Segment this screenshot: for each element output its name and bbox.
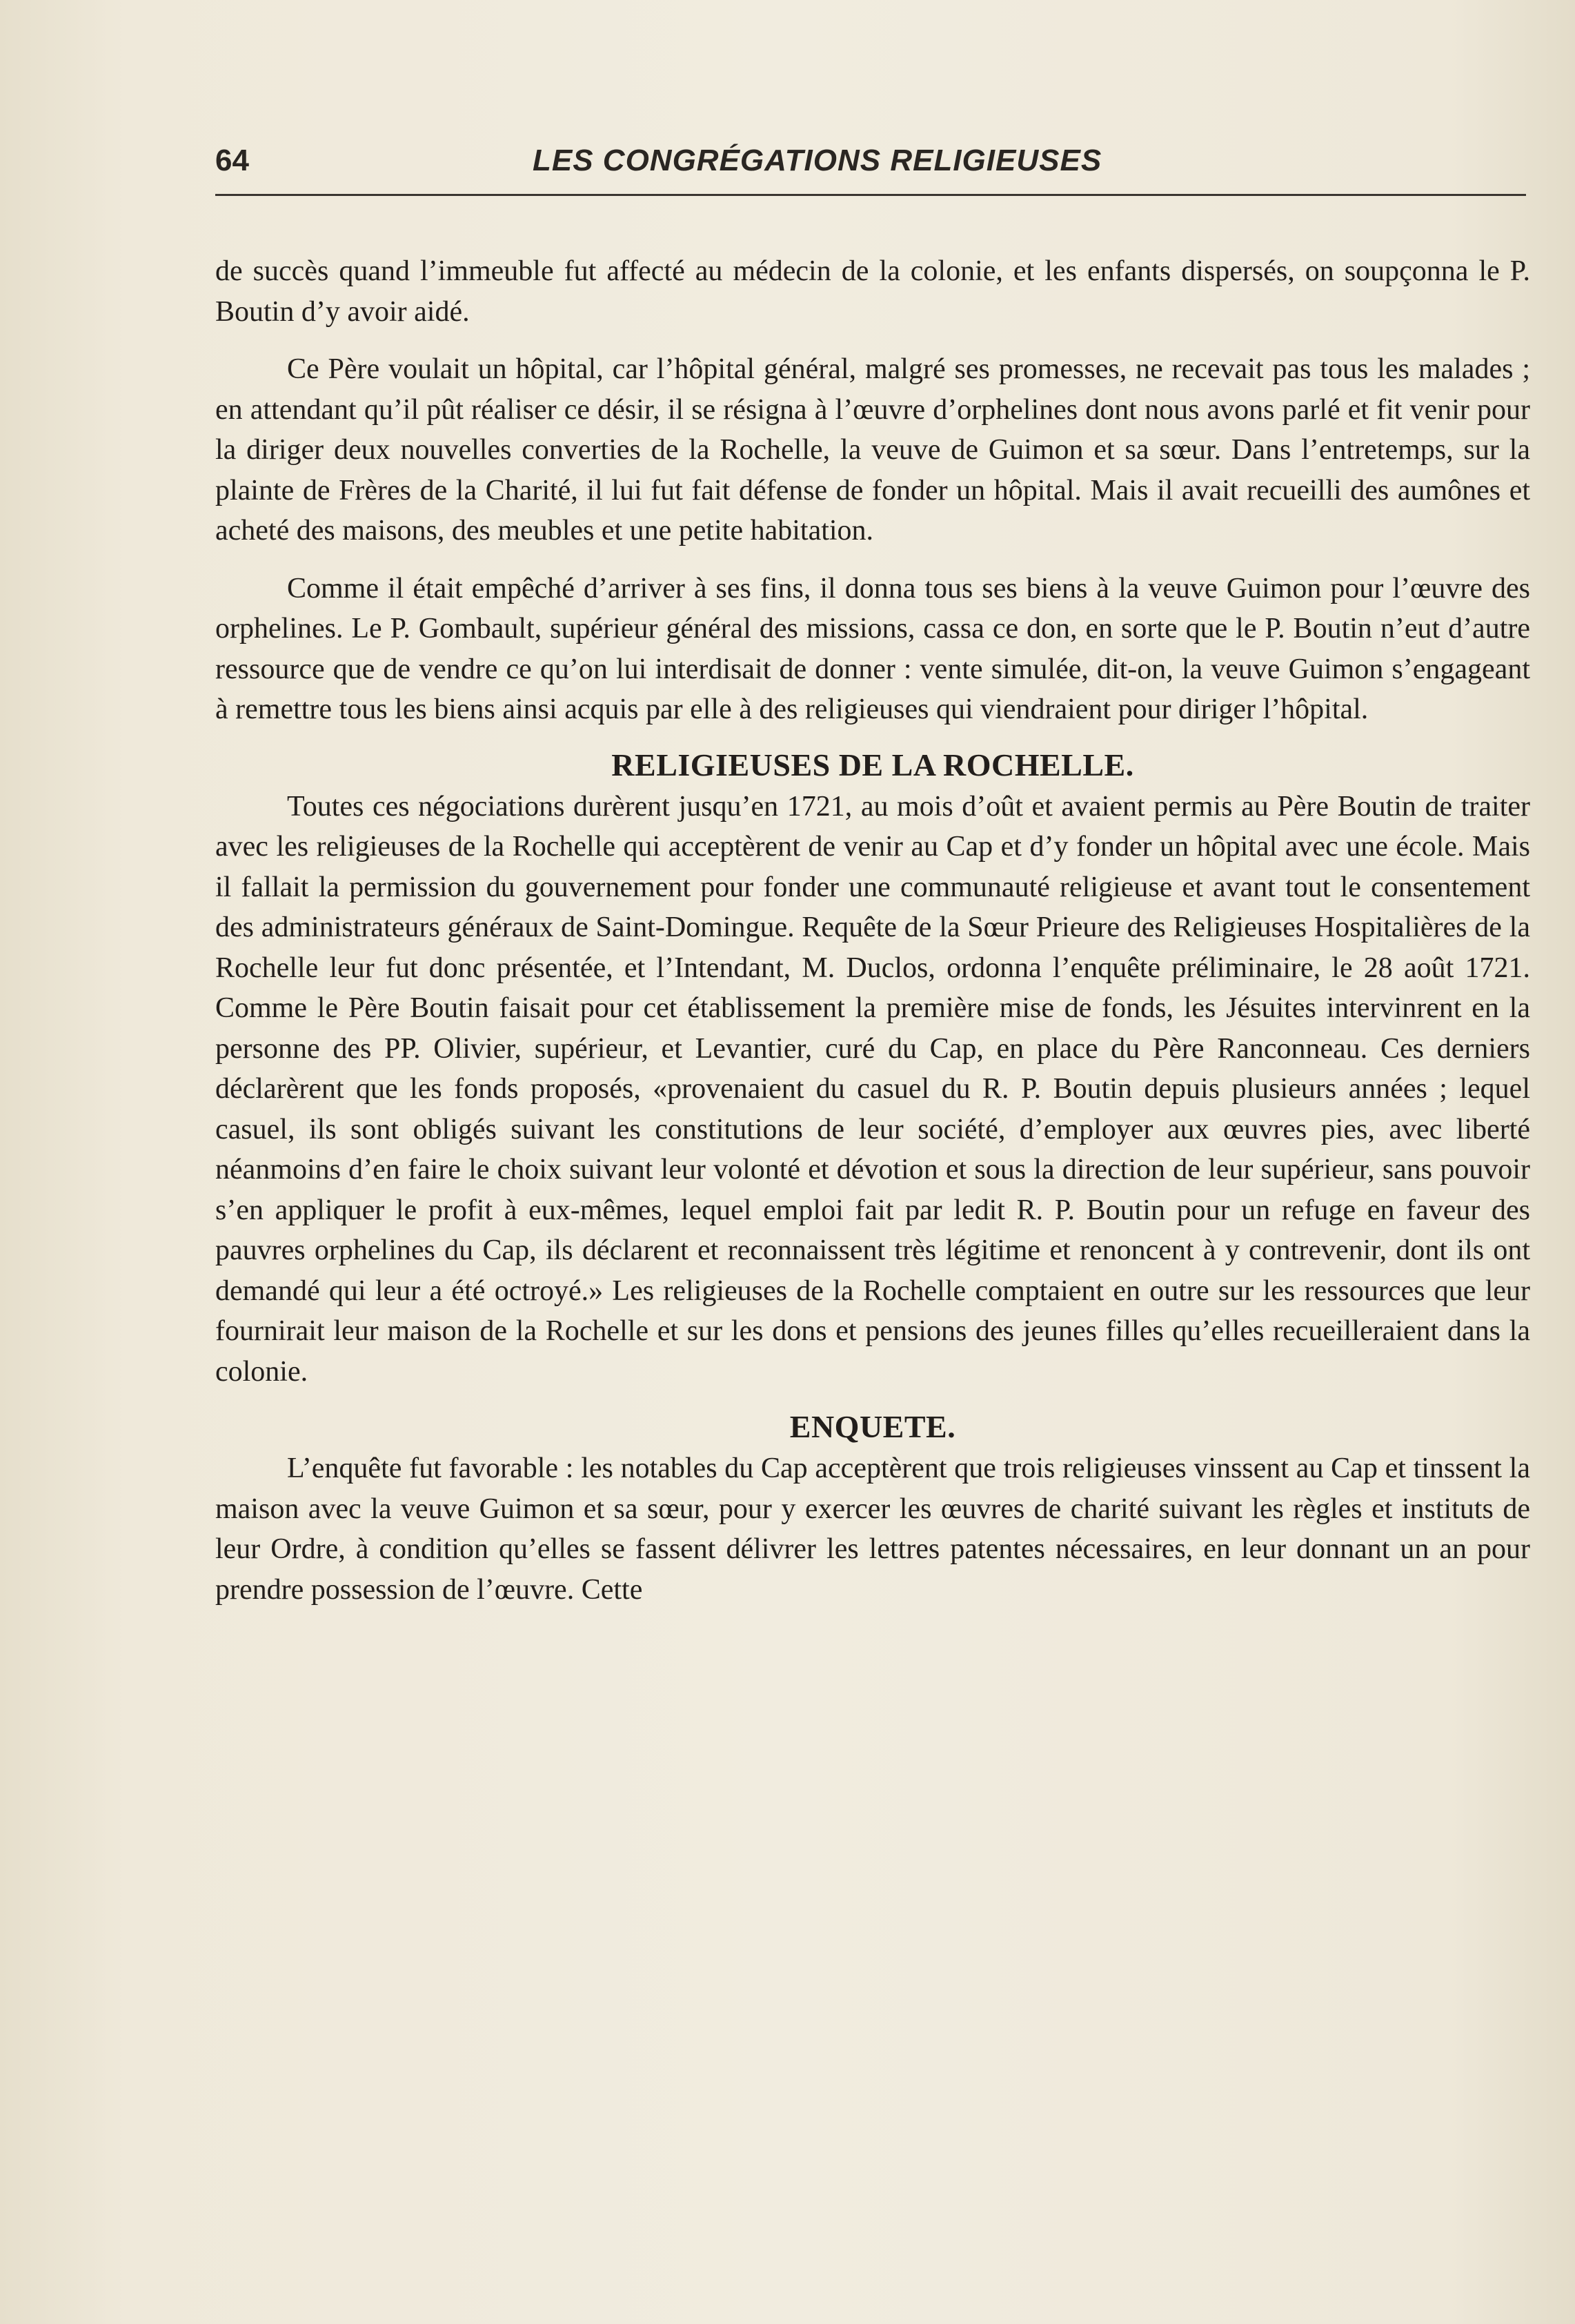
page-header bbox=[215, 144, 1526, 192]
paragraph-4: Toutes ces négociations durèrent jusqu’en 1721, au mois d’oût et avaient permis au Père Boutin de traiter avec les religieuses de la Rochelle qui acceptèrent de venir au Cap et d’y fonder un hôpital avec une école. Mais il fallait la permission du gouvernement pour fonder une communauté religieuse et avant tout le consentement des administrateurs généraux de Saint-Domingue. Requête de la Sœur Prieure des Religieuses Hospitalières de la Rochelle leur fut donc présentée, et l’Intendant, M. Duclos, ordonna l’enquête préliminaire, le 28 août 1721. Comme le Père Boutin faisait pour cet établissement la première mise de fonds, les Jésuites intervinrent en la personne des PP. Olivier, supérieur, et Levantier, curé du Cap, en place du Père Ranconneau. Ces derniers déclarèrent que les fonds proposés, «provenaient du casuel du R. P. Boutin depuis plusieurs années ; lequel casuel, ils sont obligés suivant les constitutions de leur société, d’employer aux œuvres pies, avec liberté néanmoins d’en faire le choix suivant leur volonté et dévotion et sous la direction de leur supérieur, sans pouvoir s’en appliquer le profit à eux-mêmes, lequel emploi fait par ledit R. P. Boutin pour un refuge en faveur des pauvres orphelines du Cap, ils déclarent et reconnaissent très légitime et renoncent à y contrevenir, dont ils ont demandé qui leur a été octroyé.» Les religieuses de la Rochelle comptaient en outre sur les ressources que leur fournirait leur maison de la Rochelle et sur les dons et pensions des jeunes filles qu’elles recueilleraient dans la colonie. bbox=[215, 790, 1530, 1388]
page-number: 64 bbox=[215, 144, 249, 177]
paragraph-3: Comme il était empêché d’arriver à ses fins, il donna tous ses biens à la veuve Guimon pour l’œuvre des orphelines. Le P. Gombault, supérieur général des missions, cassa ce don, en sorte que le P. Boutin n’eut d’autre ressource que de vendre ce qu’on lui interdisait de donner : vente simulée, dit-on, la veuve Guimon s’engageant à remettre tous les biens ainsi acquis par elle à des religieuses qui viendraient pour diriger l’hôpital. bbox=[215, 572, 1530, 725]
section-heading-enquete: ENQUETE. bbox=[789, 1409, 956, 1444]
paragraph-5: L’enquête fut favorable : les notables du Cap acceptèrent que trois religieuses vinssent au Cap et tinssent la maison avec la veuve Guimon et sa sœur, pour y exercer les œuvres de charité suivant les règles et instituts de leur Ordre, à condition qu’elles se fassent délivrer les lettres patentes nécessaires, en leur donnant un an pour prendre possession de l’œuvre. Cette bbox=[215, 1452, 1530, 1606]
section-heading-religieuses: RELIGIEUSES DE LA ROCHELLE. bbox=[611, 747, 1134, 782]
body-text bbox=[215, 251, 1530, 1610]
running-title: LES CONGRÉGATIONS RELIGIEUSES bbox=[533, 144, 1102, 177]
header-rule bbox=[215, 194, 1526, 196]
paragraph-2: Ce Père voulait un hôpital, car l’hôpital général, malgré ses promesses, ne recevait pas tous les malades ; en attendant qu’il pût réaliser ce désir, il se résigna à l’œuvre d’orphelines dont nous avons parlé et fit venir pour la diriger deux nouvelles converties de la Rochelle, la veuve de Guimon et sa sœur. Dans l’entretemps, sur la plainte de Frères de la Charité, il lui fut fait défense de fonder un hôpital. Mais il avait recueilli des aumônes et acheté des maisons, des meubles et une petite habitation. bbox=[215, 353, 1530, 546]
paragraph-1: de succès quand l’immeuble fut affecté au médecin de la colonie, et les enfants dispersés, on soupçonna le P. Boutin d’y avoir aidé. bbox=[215, 255, 1530, 328]
